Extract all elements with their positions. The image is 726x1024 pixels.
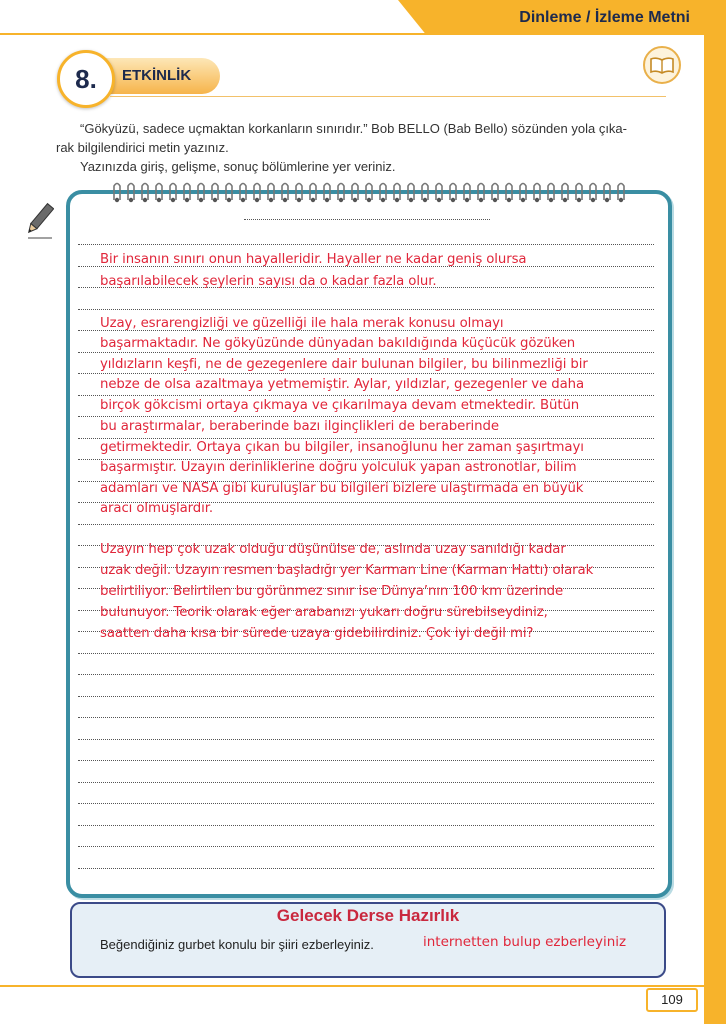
spiral-ring: [548, 184, 554, 203]
writing-line: [78, 524, 654, 525]
answer-line: uzak değil. Uzayın resmen başladığı yer Karman Line (Karman Hattı) olarak: [100, 563, 594, 578]
next-lesson-title: Gelecek Derse Hazırlık: [276, 906, 460, 925]
writing-line: [78, 352, 654, 353]
next-lesson-answer: internetten bulup ezberleyiniz: [423, 934, 627, 950]
spiral-ring: [450, 184, 456, 203]
spiral-ring: [128, 184, 134, 203]
spiral-ring: [184, 184, 190, 203]
writing-line: [78, 846, 654, 847]
spiral-ring: [198, 184, 204, 203]
spiral-ring: [422, 184, 428, 203]
writing-line: [78, 653, 654, 654]
prompt-line-3: Yazınızda giriş, gelişme, sonuç bölümlerine yer veriniz.: [80, 159, 396, 174]
spiral-ring: [492, 184, 498, 203]
answer-line: yıldızların keşfi, ne de gezegenlere dair bulunan bilgiler, bu bilinmezliği bir: [100, 357, 588, 372]
spiral-ring: [380, 184, 386, 203]
activity-label: ETKİNLİK: [122, 67, 192, 84]
answer-line: belirtiliyor. Belirtilen bu görünmez sınır ise Dünya’nın 100 km üzerinde: [100, 584, 564, 599]
spiral-ring: [114, 184, 120, 203]
answer-line: bu araştırmalar, beraberinde bazı ilginçlikleri de beraberinde: [100, 419, 499, 434]
spiral-ring: [408, 184, 414, 203]
answer-line: nebze de olsa azaltmaya yetmemiştir. Aylar, yıldızlar, gezegenler ve daha: [100, 377, 585, 392]
spiral-ring: [576, 184, 582, 203]
spiral-ring: [170, 184, 176, 203]
spiral-ring: [604, 184, 610, 203]
answer-line: Bir insanın sınırı onun hayalleridir. Hayaller ne kadar geniş olursa: [100, 252, 527, 267]
open-book-icon: [642, 45, 682, 85]
spiral-ring: [240, 184, 246, 203]
answer-line: getirmektedir. Ortaya çıkan bu bilgiler, insanoğlunu her zaman şaşırtmayı: [100, 440, 584, 455]
header-rule: [0, 33, 704, 35]
writing-line: [78, 739, 654, 740]
writing-line: [78, 416, 654, 417]
spiral-ring: [562, 184, 568, 203]
spiral-ring: [296, 184, 302, 203]
notebook-spiral: [108, 180, 628, 204]
answer-line: başarmıştır. Uzayın derinliklerine doğru yolculuk yapan astronotlar, bilim: [100, 460, 577, 475]
writing-line: [78, 696, 654, 697]
spiral-ring: [324, 184, 330, 203]
spiral-ring: [282, 184, 288, 203]
spiral-ring: [506, 184, 512, 203]
prompt-line-1: “Gökyüzü, sadece uçmaktan korkanların sınırıdır.” Bob BELLO (Bab Bello) sözünden yola çıka-: [80, 121, 627, 136]
spiral-ring: [352, 184, 358, 203]
writing-line: [78, 717, 654, 718]
writing-line: [78, 803, 654, 804]
spiral-ring: [618, 184, 624, 203]
spiral-ring: [590, 184, 596, 203]
spiral-ring: [394, 184, 400, 203]
spiral-ring: [436, 184, 442, 203]
pencil-icon: [24, 200, 54, 240]
prompt-line-2: rak bilgilendirici metin yazınız.: [56, 140, 229, 155]
writing-line: [78, 782, 654, 783]
spiral-ring: [310, 184, 316, 203]
writing-line: [78, 309, 654, 310]
spiral-ring: [366, 184, 372, 203]
answer-line: adamları ve NASA gibi kuruluşlar bu bilgileri bizlere ulaştırmada en büyük: [100, 481, 584, 496]
writing-line: [78, 760, 654, 761]
footer-rule: [0, 985, 704, 987]
spiral-ring: [226, 184, 232, 203]
writing-line: [78, 373, 654, 374]
spiral-ring: [478, 184, 484, 203]
writing-line: [78, 438, 654, 439]
spiral-ring: [464, 184, 470, 203]
writing-line: [78, 395, 654, 396]
answer-line: birçok gökcismi ortaya çıkmaya ve çıkarılmaya devam etmektedir. Bütün: [100, 398, 580, 413]
next-lesson-task: Beğendiğiniz gurbet konulu bir şiiri ezberleyiniz.: [100, 937, 374, 952]
activity-divider: [110, 96, 666, 97]
page-edge-bar: [704, 0, 726, 1024]
spiral-ring: [534, 184, 540, 203]
answer-line: başarmaktadır. Ne gökyüzünde dünyadan bakıldığında küçücük gözüken: [100, 336, 576, 351]
writing-line: [78, 674, 654, 675]
spiral-ring: [156, 184, 162, 203]
spiral-ring: [520, 184, 526, 203]
writing-line: [78, 244, 654, 245]
activity-number: 8.: [57, 50, 115, 108]
answer-line: bulunuyor. Teorik olarak eğer arabanızı yukarı doğru sürebilseydiniz,: [100, 605, 548, 620]
answer-line: Uzay, esrarengizliği ve güzelliği ile hala merak konusu olmayı: [100, 316, 504, 331]
page-number: 109: [646, 988, 698, 1012]
page-header-title: Dinleme / İzleme Metni: [519, 9, 690, 26]
spiral-ring: [268, 184, 274, 203]
title-line: [244, 219, 490, 220]
answer-line: Uzayın hep çok uzak olduğu düşünülse de, aslında uzay sanıldığı kadar: [100, 542, 566, 557]
spiral-ring: [254, 184, 260, 203]
writing-line: [78, 825, 654, 826]
spiral-ring: [142, 184, 148, 203]
writing-line: [78, 868, 654, 869]
spiral-ring: [212, 184, 218, 203]
answer-line: saatten daha kısa bir sürede uzaya gidebilirdiniz. Çok iyi değil mi?: [100, 626, 534, 641]
spiral-ring: [338, 184, 344, 203]
answer-line: başarılabilecek şeylerin sayısı da o kadar fazla olur.: [100, 274, 437, 289]
answer-line: aracı olmuşlardır.: [100, 501, 214, 516]
